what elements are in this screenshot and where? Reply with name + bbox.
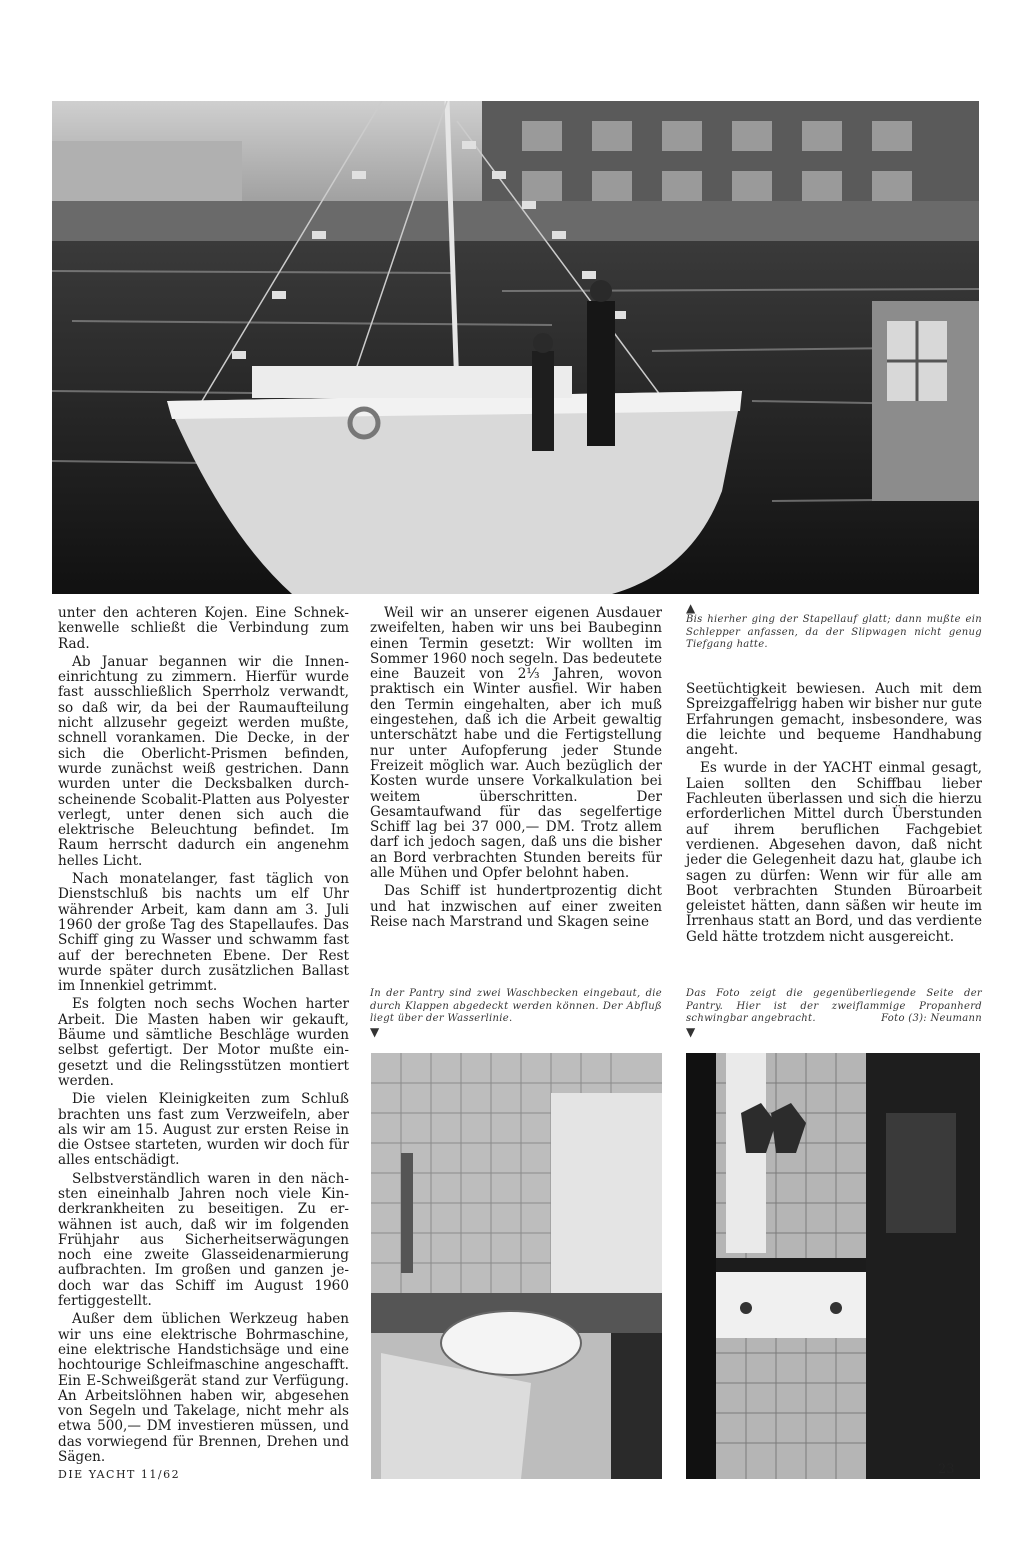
paragraph: Die vielen Kleinigkeiten zum Schluß brachten uns fast zum Verzweifeln, aber als wir am 15. August zur ersten Reise in die Ostsee starteten, wurden wir doch für alles entschädigt. bbox=[58, 1091, 349, 1169]
text-column-3 bbox=[686, 682, 982, 948]
caption-pantry-text: In der Pantry sind zwei Waschbecken eingebaut, die durch Klappen abgedeckt werden können. Der Abfluß liegt über der Wasserlinie. bbox=[370, 988, 662, 1024]
paragraph: Das Schiff ist hundertprozentig dicht und hat inzwischen auf einer zweiten Reise nach Marstrand und Skagen seine bbox=[370, 883, 662, 930]
launch-photo bbox=[52, 101, 979, 594]
paragraph: Ab Januar begannen wir die Inneneinrichtung zu zimmern. Hierfür wurde fast ausschließlich Sperrholz verwandt, so daß wir, da bei der Raumaufteilung nicht allzusehr gegeizt werden mußte, schnell vorankamen. Die Decke, in der sich die Oberlicht-Prismen befinden, wurde zunächst weiß gestrichen. Dann wurden unter die Decksbalken durchscheinende Scobalit-Platten aus Polyester verlegt, unter denen sich auch die elektrische Beleuchtung befindet. Im Raum herrscht dadurch ein angenehm helles Licht. bbox=[58, 653, 349, 869]
paragraph: Es folgten noch sechs Wochen harter Arbeit. Die Masten haben wir gekauft, Bäume und sämtliche Beschläge wurden selbst gefertigt. Der Motor mußte eingesetzt und die Relingsstützen montiert werden. bbox=[58, 996, 349, 1089]
paragraph: Seetüchtigkeit bewiesen. Auch mit dem Spreizgaffelrigg haben wir bisher nur gute Erfahrungen gemacht, insbesondere, was die leichte und bequeme Handhabung angeht. bbox=[686, 681, 982, 759]
text-column-1 bbox=[58, 606, 349, 1468]
page-number: 23 bbox=[938, 1462, 955, 1477]
paragraph: unter den achteren Kojen. Eine Schnekkenwelle schließt die Verbindung zum Rad. bbox=[58, 605, 349, 652]
caption-stove-text: Das Foto zeigt die gegenüberliegende Seite der Pantry. Hier ist der zweiflammige Propanherd schwingbar angebracht. bbox=[686, 988, 982, 1024]
pantry-photo-graphic bbox=[371, 1053, 662, 1479]
triangle-up-icon: ▲ bbox=[686, 601, 696, 615]
pantry-photo bbox=[371, 1053, 662, 1479]
paragraph: Es wurde in der YACHT einmal gesagt, Laien sollten den Schiffbau lieber Fachleuten überlassen und sich die hierzu erforderlichen Mittel durch Überstunden auf ihrem beruflichen Fachgebiet verdienen. Abgesehen davon, daß nicht jeder die Gelegenheit dazu hat, glaube ich sagen zu dürfen: Wenn wir für alle am Boot verbrachten Stunden Büroarbeit geleistet hätten, dann säßen wir heute im Irrenhaus statt an Bord, und das verdiente Geld hätte trotzdem nicht ausgereicht. bbox=[686, 760, 982, 945]
caption-pantry bbox=[370, 988, 662, 1038]
text-column-2 bbox=[370, 606, 662, 933]
paragraph: Nach monatelanger, fast täglich von Dienstschluß bis nachts um elf Uhr währender Arbeit, kam dann am 3. Juli 1960 der große Tag des Stapellaufes. Das Schiff ging zu Wasser und schwamm fast auf der berechneten Ebene. Der Rest wurde später durch zusätzlichen Ballast im Innenkiel getrimmt. bbox=[58, 871, 349, 995]
stove-photo-graphic bbox=[686, 1053, 980, 1479]
magazine-footer: DIE YACHT 11/62 bbox=[58, 1468, 181, 1481]
stove-photo bbox=[686, 1053, 980, 1479]
triangle-down-icon: ▼ bbox=[370, 1024, 380, 1039]
paragraph: Außer dem üblichen Werkzeug haben wir uns eine elektrische Bohrmaschine, eine elektrische Handstichsäge und eine hochtourige Schleifmaschine angeschafft. Ein E-Schweißgerät stand zur Verfügung. An Arbeitslöhnen haben wir, abgesehen von Segeln und Takelage, nicht mehr als etwa 500,— DM investieren müssen, und das vorwiegend für Brennen, Drehen und Sägen. bbox=[58, 1311, 349, 1466]
paragraph: Selbstverständlich waren in den nächsten eineinhalb Jahren noch viele Kinderkrankheiten zu beseitigen. Zu erwähnen ist auch, daß wir im folgenden Frühjahr aus Sicherheitserwägungen noch eine zweite Glasseidenarmierung aufbrachten. Im großen und ganzen jedoch war das Schiff im August 1960 fertiggestellt. bbox=[58, 1170, 349, 1310]
paragraph: Weil wir an unserer eigenen Ausdauer zweifelten, haben wir uns bei Baubeginn einen Termin gesetzt: Wir wollten im Sommer 1960 noch segeln. Das bedeutete eine Bauzeit von 2⅓ Jahren, wovon praktisch ein Winter ausfiel. Wir haben den Termin eingehalten, aber ich muß eingestehen, daß ich die Arbeit gewaltig unterschätzt habe und die Fertigstellung nur unter Aufopferung jeder Stunde Freizeit möglich war. Auch bezüglich der Kosten wurde unsere Vorkalkulation bei weitem überschritten. Der Gesamtaufwand für das segelfertige Schiff lag bei 37 000,— DM. Trotz allem darf ich jedoch sagen, daß uns die bisher an Bord verbrachten Stunden bereits für alle Mühen und Opfer belohnt haben. bbox=[370, 605, 662, 882]
caption-stove bbox=[686, 988, 982, 1038]
caption-launch-text: Bis hierher ging der Stapellauf glatt; dann mußte ein Schlepper anfassen, da der Slipwagen nicht genug Tiefgang hatte. bbox=[686, 614, 982, 650]
triangle-down-icon: ▼ bbox=[686, 1024, 696, 1039]
photo-credit: Foto (3): Neumann bbox=[881, 1013, 982, 1024]
launch-photo-graphic bbox=[52, 101, 979, 594]
caption-launch bbox=[686, 602, 982, 652]
